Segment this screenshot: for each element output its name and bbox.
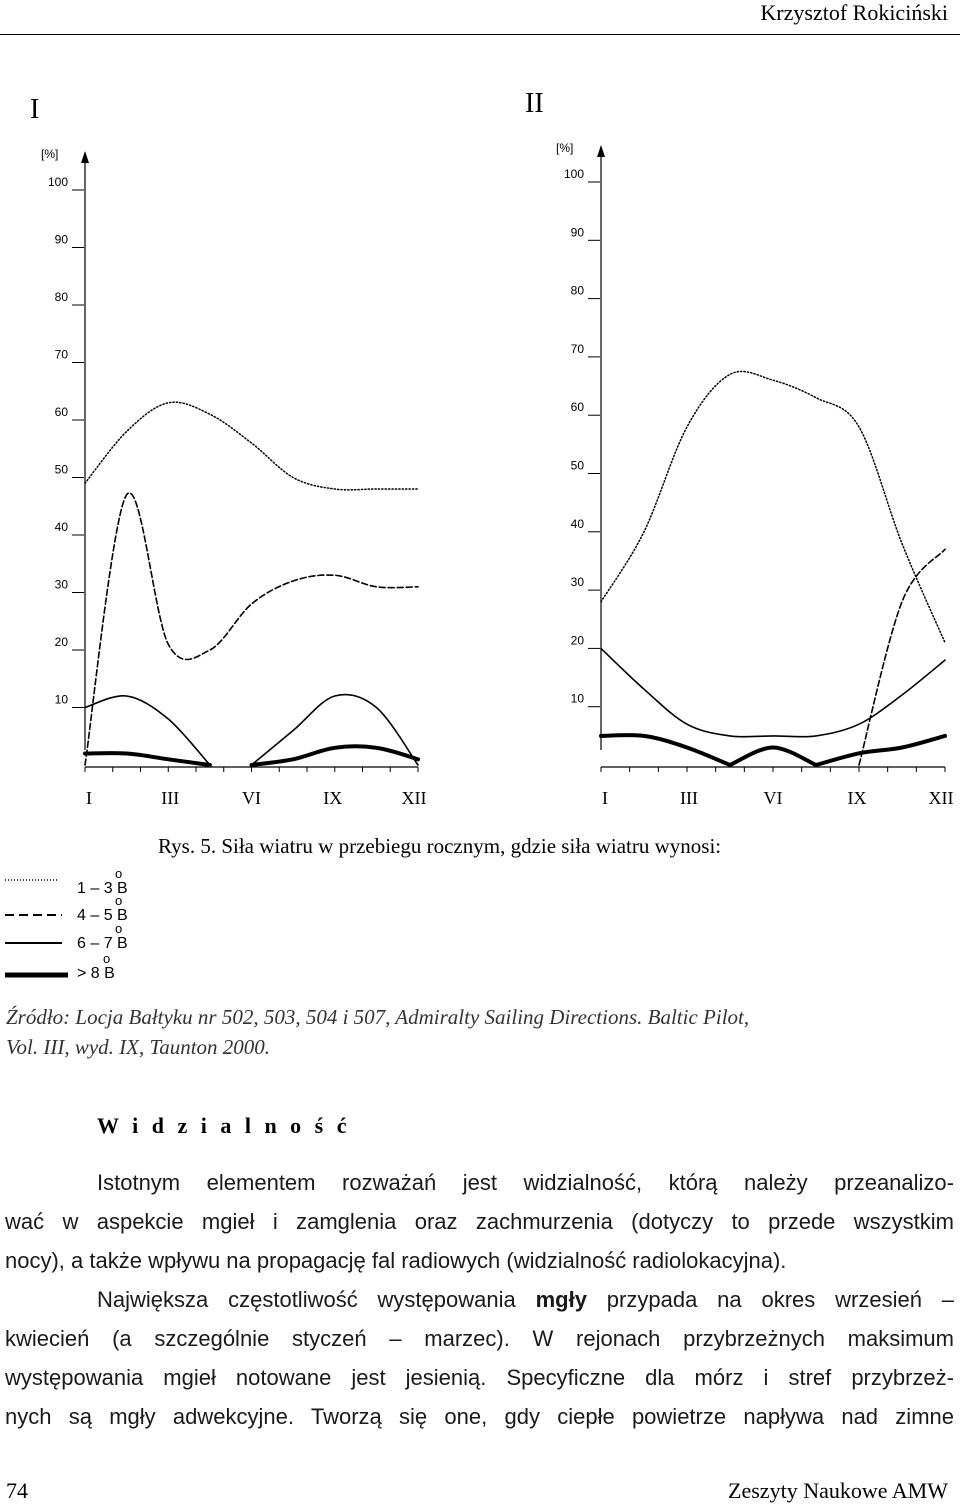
- y-tick-label: 10: [570, 691, 584, 706]
- y-axis-unit: [%]: [41, 147, 59, 161]
- x-tick-label: VI: [763, 788, 783, 808]
- body-line: Największa częstotliwość występowania mgły przypada na okres wrzesień –: [97, 1287, 955, 1312]
- series-line-bold: [601, 735, 730, 765]
- x-tick-label: VI: [242, 788, 261, 808]
- section-heading: W i d z i a l n o ś ć: [97, 1113, 351, 1138]
- x-tick-label: XII: [928, 788, 954, 808]
- series-line-bold: [816, 736, 945, 765]
- body-line: Istotnym elementem rozważań jest widzialność, którą należy przeanalizo-: [97, 1170, 954, 1195]
- figure-source-line-1: Źródło: Locja Bałtyku nr 502, 503, 504 i 507, Admiralty Sailing Directions. Baltic Pilot,: [6, 1005, 750, 1029]
- legend-swatches: [0, 872, 70, 984]
- y-tick-label: 100: [47, 175, 68, 189]
- body-line: wać w aspekcie mgieł i zamglenia oraz zachmurzenia (dotyczy to przede wszystkim: [5, 1209, 954, 1234]
- chart-title: I: [30, 94, 40, 125]
- legend-item-1-3b: 1 – 3 B o: [77, 866, 128, 897]
- series-line-solid: [252, 695, 419, 765]
- series-line-bold: [252, 746, 419, 765]
- running-header-author: Krzysztof Rokiciński: [760, 0, 948, 25]
- y-axis-arrow: [597, 145, 605, 157]
- x-tick-label: III: [161, 788, 180, 808]
- degree-sign: o: [103, 951, 111, 966]
- y-tick-label: 60: [54, 405, 68, 419]
- y-tick-label: 100: [563, 167, 584, 181]
- y-tick-label: 80: [54, 290, 68, 304]
- x-tick-label: XII: [401, 788, 427, 808]
- legend-item-8b: > 8 B o: [77, 951, 115, 982]
- degree-sign: o: [115, 893, 123, 908]
- legend-item-4-5b: 4 – 5 B o: [77, 893, 128, 924]
- y-tick-label: 40: [570, 516, 584, 531]
- series-line-bold: [730, 748, 816, 766]
- bold-term: mgły: [535, 1287, 587, 1312]
- chart-panel-I: [30, 94, 427, 808]
- y-tick-label: 60: [570, 400, 584, 415]
- y-tick-label: 40: [54, 520, 68, 534]
- journal-name: Zeszyty Naukowe AMW: [728, 1478, 948, 1503]
- y-axis-arrow: [81, 151, 89, 163]
- body-line: kwiecień (a szczególnie styczeń – marzec). W rejonach przybrzeżnych maksimum: [5, 1326, 954, 1351]
- x-tick-label: IX: [323, 788, 343, 808]
- chart-title: II: [525, 88, 544, 119]
- y-tick-label: 30: [54, 577, 68, 592]
- y-tick-label: 50: [570, 458, 584, 473]
- body-paragraph: [5, 1163, 954, 1436]
- y-tick-label: 90: [54, 232, 68, 247]
- x-tick-label: I: [86, 788, 92, 808]
- series-line-bold: [85, 753, 210, 765]
- y-tick-label: 20: [54, 635, 68, 649]
- x-tick-label: I: [602, 788, 608, 808]
- y-tick-label: 90: [570, 225, 584, 240]
- y-tick-label: 30: [570, 575, 584, 590]
- series-line-dashed: [859, 549, 945, 765]
- degree-sign: o: [115, 921, 123, 936]
- y-tick-label: 70: [54, 347, 68, 362]
- y-tick-label: 70: [570, 341, 584, 356]
- y-tick-label: 80: [570, 283, 584, 298]
- series-line-dotted: [85, 402, 418, 490]
- series-line-dashed: [85, 493, 418, 765]
- page-number: 74: [6, 1478, 28, 1503]
- degree-sign: o: [115, 866, 123, 881]
- figure-source-line-2: Vol. III, wyd. IX, Taunton 2000.: [6, 1035, 271, 1059]
- chart-panel-II: [525, 88, 954, 808]
- y-axis-unit: [%]: [556, 141, 574, 155]
- y-tick-label: 10: [54, 692, 68, 707]
- series-line-solid: [601, 648, 945, 736]
- x-tick-label: IX: [847, 788, 867, 808]
- legend-item-6-7b: 6 – 7 B o: [77, 921, 128, 952]
- y-tick-label: 20: [570, 633, 584, 648]
- figure-caption: Rys. 5. Siła wiatru w przebiegu rocznym, gdzie siła wiatru wynosi:: [158, 834, 722, 858]
- body-line: nych są mgły adwekcyjne. Tworzą się one, gdy ciepłe powietrze napływa nad zimne: [5, 1404, 954, 1429]
- body-line: nocy), a także wpływu na propagację fal radiowych (widzialność radiolokacyjna).: [5, 1248, 787, 1273]
- body-line: występowania mgieł notowane jest jesienią. Specyficzne dla mórz i stref przybrzeż-: [5, 1365, 954, 1390]
- series-line-dotted: [601, 371, 945, 642]
- y-tick-label: 50: [54, 462, 68, 477]
- x-tick-label: III: [680, 788, 698, 808]
